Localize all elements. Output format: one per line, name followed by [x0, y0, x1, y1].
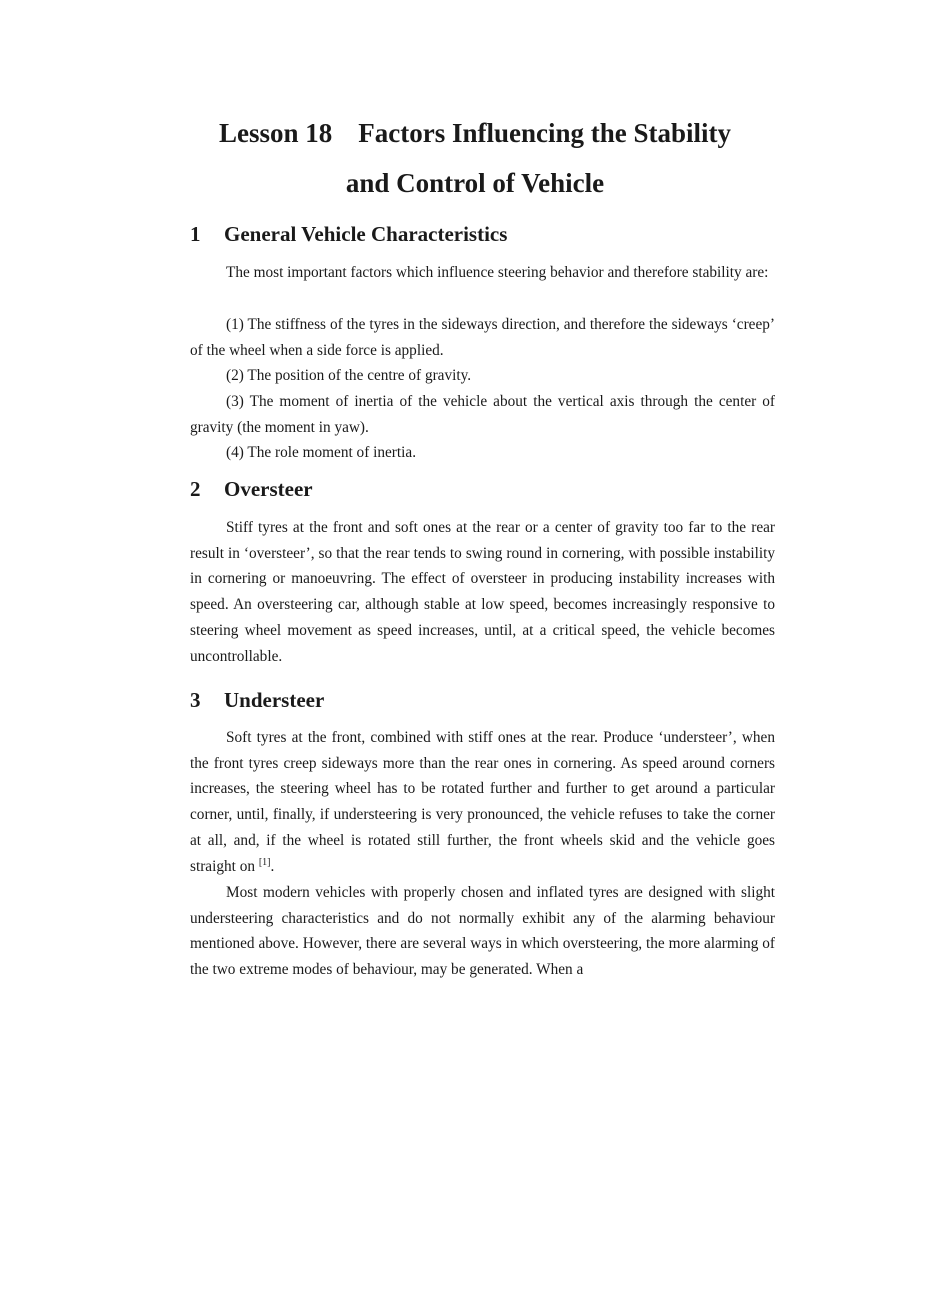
- list-item-4: (4) The role moment of inertia.: [226, 444, 417, 461]
- list-item-1: (1) The stiffness of the tyres in the sideways direction, and therefore the sideways ‘creep’ of the wheel when a side force is applied.: [190, 316, 775, 359]
- list-item-3: (3) The moment of inertia of the vehicle about the vertical axis through the center of gravity (the moment in yaw).: [190, 393, 775, 436]
- section-title: Oversteer: [224, 477, 313, 501]
- section-title: Understeer: [224, 688, 325, 712]
- section-number: 3: [190, 688, 201, 712]
- lesson-number: Lesson 18: [218, 118, 333, 148]
- list-item-2: (2) The position of the centre of gravity.: [226, 367, 472, 384]
- paragraph-understeer-text: Soft tyres at the front, combined with stiff ones at the rear. Produce ‘understeer’, when the front tyres creep sideways more than the rear ones in cornering. As speed around corners increases, the steering wheel has to be rotated further and further to get around a particular corner, until, finally, if understeering is very pronounced, the vehicle refuses to take the corner at all, and, if the wheel is rotated still further, the front wheels skid and the vehicle goes straight on: [190, 729, 775, 875]
- page-title-line-2: and Control of Vehicle: [345, 168, 605, 198]
- page-title-line-1: [150, 118, 800, 148]
- paragraph-modern-vehicles: Most modern vehicles with properly chosen and inflated tyres are designed with slight understeering characteristics and do not normally exhibit any of the alarming behaviour mentioned above. However, there are several ways in which oversteering, the more alarming of the two extreme modes of behaviour, may be generated. When a: [190, 884, 775, 979]
- section-heading-oversteer: [190, 476, 313, 502]
- section-number: 2: [190, 477, 201, 501]
- title-text-1: Factors Influencing the Stability: [358, 118, 732, 148]
- paragraph-understeer: [190, 725, 775, 879]
- section-number: 1: [190, 222, 201, 246]
- section-title: General Vehicle Characteristics: [224, 222, 508, 246]
- section-heading-understeer: [190, 687, 324, 713]
- paragraph-intro: The most important factors which influence steering behavior and therefore stability are:: [226, 264, 769, 281]
- section-heading-general: [190, 221, 507, 247]
- reference-mark[interactable]: [1]: [258, 856, 271, 868]
- paragraph-oversteer: Stiff tyres at the front and soft ones at the rear or a center of gravity too far to the rear result in ‘oversteer’, so that the rear tends to swing round in cornering, with possible instability in cornering or manoeuvring. The effect of oversteer in producing instability increases with speed. An oversteering car, although stable at low speed, becomes increasingly responsive to steering wheel movement as speed increases, until, at a critical speed, the vehicle becomes uncontrollable.: [190, 519, 775, 665]
- paragraph-end-punct: .: [270, 857, 275, 875]
